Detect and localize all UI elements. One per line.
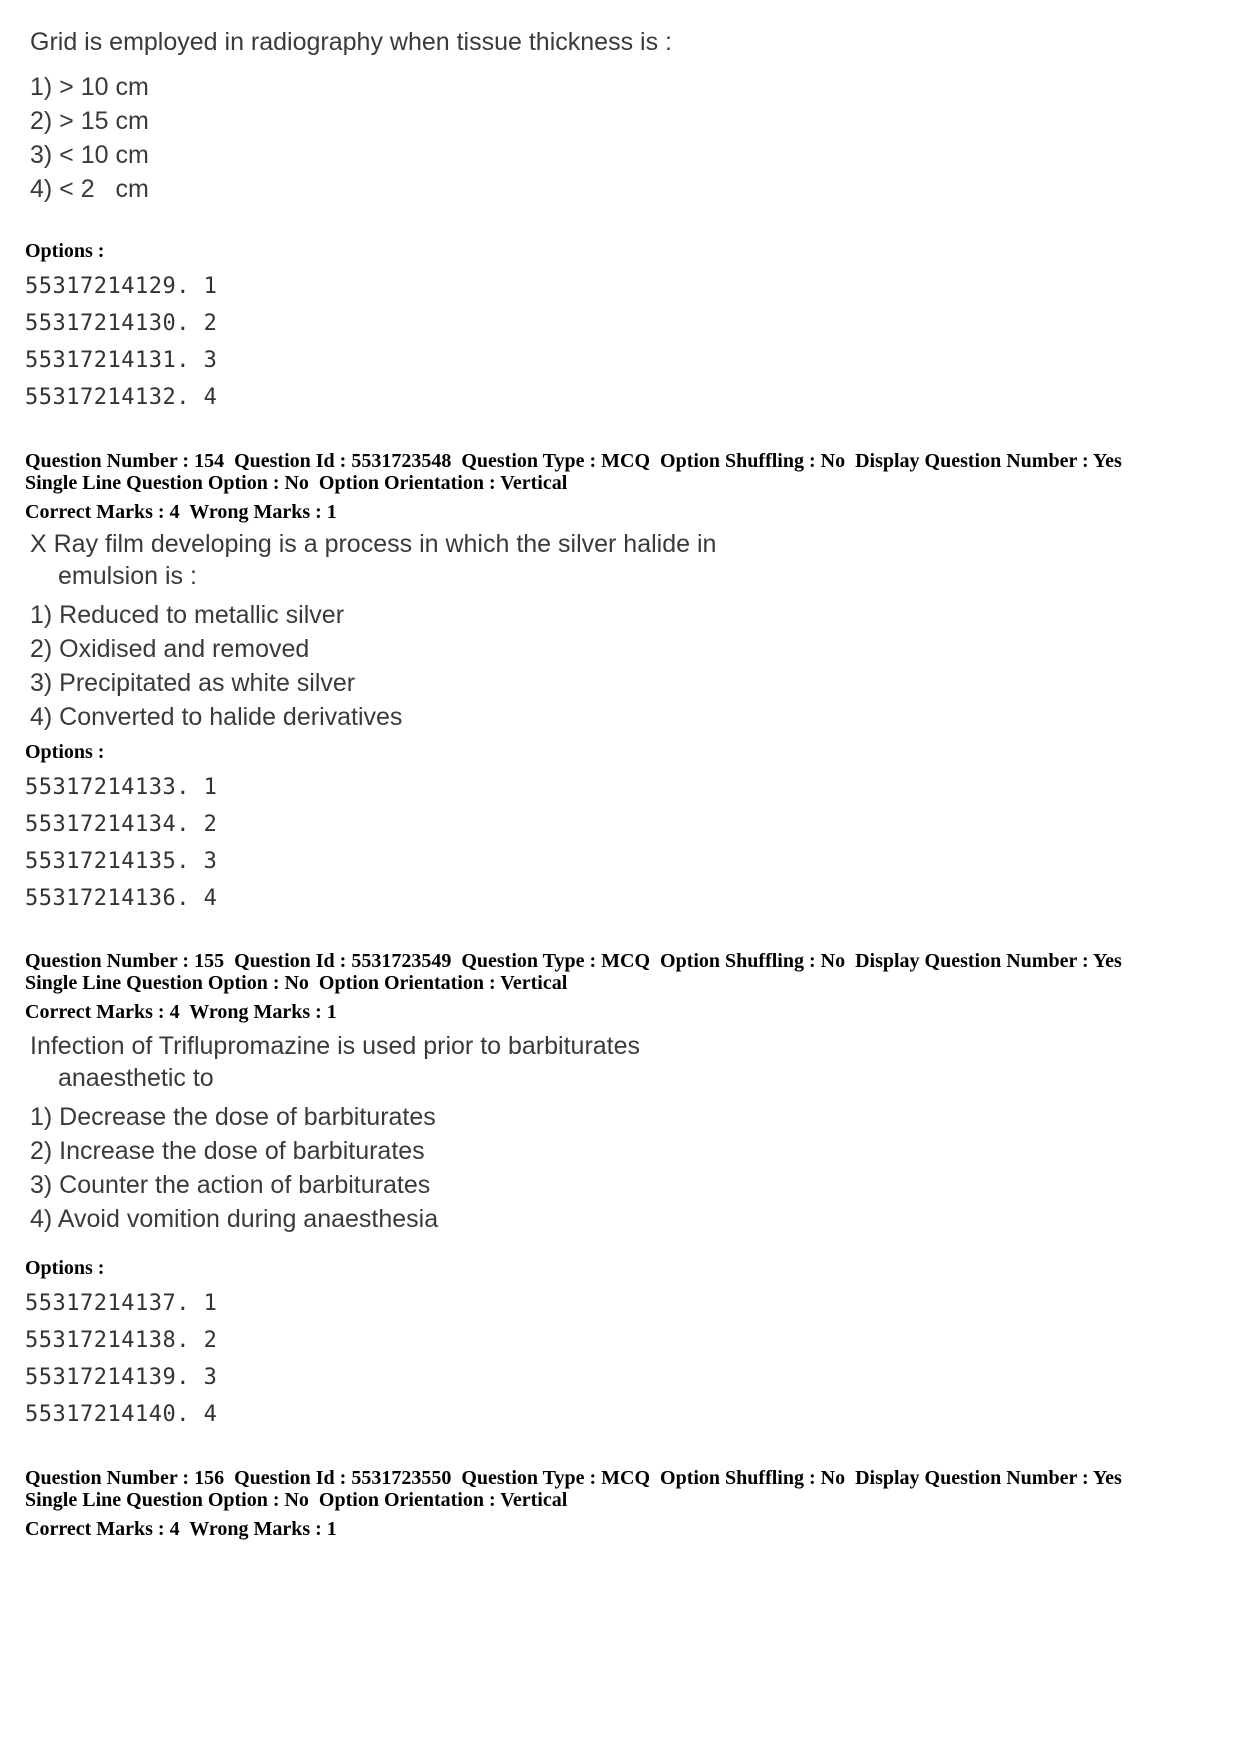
option-row: 55317214134. 2 [25,812,218,837]
stem-line-2: emulsion is : [58,562,197,590]
header-line-2: Single Line Question Option : No Option Orientation : Vertical [25,1489,568,1511]
choice-4: 4) Converted to halide derivatives [30,703,403,731]
marks-line: Correct Marks : 4 Wrong Marks : 1 [25,501,337,523]
question-header-156 [25,1467,1122,1540]
option-row: 55317214138. 2 [25,1328,218,1353]
option-row: 55317214137. 1 [25,1291,218,1316]
option-row: 55317214140. 4 [25,1402,218,1427]
choice-1: 1) > 10 cm [30,73,149,101]
option-row: 55317214129. 1 [25,274,218,299]
choice-3: 3) < 10 cm [30,141,149,169]
option-row: 55317214130. 2 [25,311,218,336]
header-line-1: Question Number : 155 Question Id : 5531723549 Question Type : MCQ Option Shuffling : No Display Question Number : Yes [25,950,1122,972]
option-row: 55317214131. 3 [25,348,218,373]
options-block-153 [25,240,217,416]
choice-2: 2) Oxidised and removed [30,635,310,663]
choice-2: 2) > 15 cm [30,107,149,135]
question-header-155 [25,950,1122,1023]
options-label: Options : [25,1257,105,1279]
choice-1: 1) Decrease the dose of barbiturates [30,1103,436,1131]
option-row: 55317214135. 3 [25,849,218,874]
question-stem [30,528,716,592]
question-image-153 [30,26,672,206]
option-row: 55317214132. 4 [25,385,218,410]
options-label: Options : [25,741,105,763]
option-row: 55317214139. 3 [25,1365,218,1390]
choice-4: 4) Avoid vomition during anaesthesia [30,1205,439,1233]
question-image-154 [30,528,716,734]
question-header-154 [25,450,1122,523]
header-line-1: Question Number : 156 Question Id : 5531723550 Question Type : MCQ Option Shuffling : No Display Question Number : Yes [25,1467,1122,1489]
question-stem [30,1030,640,1094]
option-row: 55317214136. 4 [25,886,218,911]
choice-3: 3) Precipitated as white silver [30,669,356,697]
marks-line: Correct Marks : 4 Wrong Marks : 1 [25,1001,337,1023]
options-block-154 [25,741,217,917]
header-line-2: Single Line Question Option : No Option Orientation : Vertical [25,972,568,994]
question-stem: Grid is employed in radiography when tissue thickness is : [30,28,672,56]
choice-1: 1) Reduced to metallic silver [30,601,345,629]
stem-line-1: Infection of Triflupromazine is used prior to barbiturates [30,1032,641,1060]
stem-line-1: X Ray film developing is a process in which the silver halide in [30,530,717,558]
marks-line: Correct Marks : 4 Wrong Marks : 1 [25,1518,337,1540]
option-row: 55317214133. 1 [25,775,218,800]
header-line-2: Single Line Question Option : No Option Orientation : Vertical [25,472,568,494]
options-block-155 [25,1257,217,1433]
header-line-1: Question Number : 154 Question Id : 5531723548 Question Type : MCQ Option Shuffling : No Display Question Number : Yes [25,450,1122,472]
choice-4: 4) < 2 cm [30,175,149,203]
question-image-155 [30,1030,640,1236]
choice-2: 2) Increase the dose of barbiturates [30,1137,425,1165]
stem-line-2: anaesthetic to [58,1064,214,1092]
choice-3: 3) Counter the action of barbiturates [30,1171,431,1199]
options-label: Options : [25,240,105,262]
